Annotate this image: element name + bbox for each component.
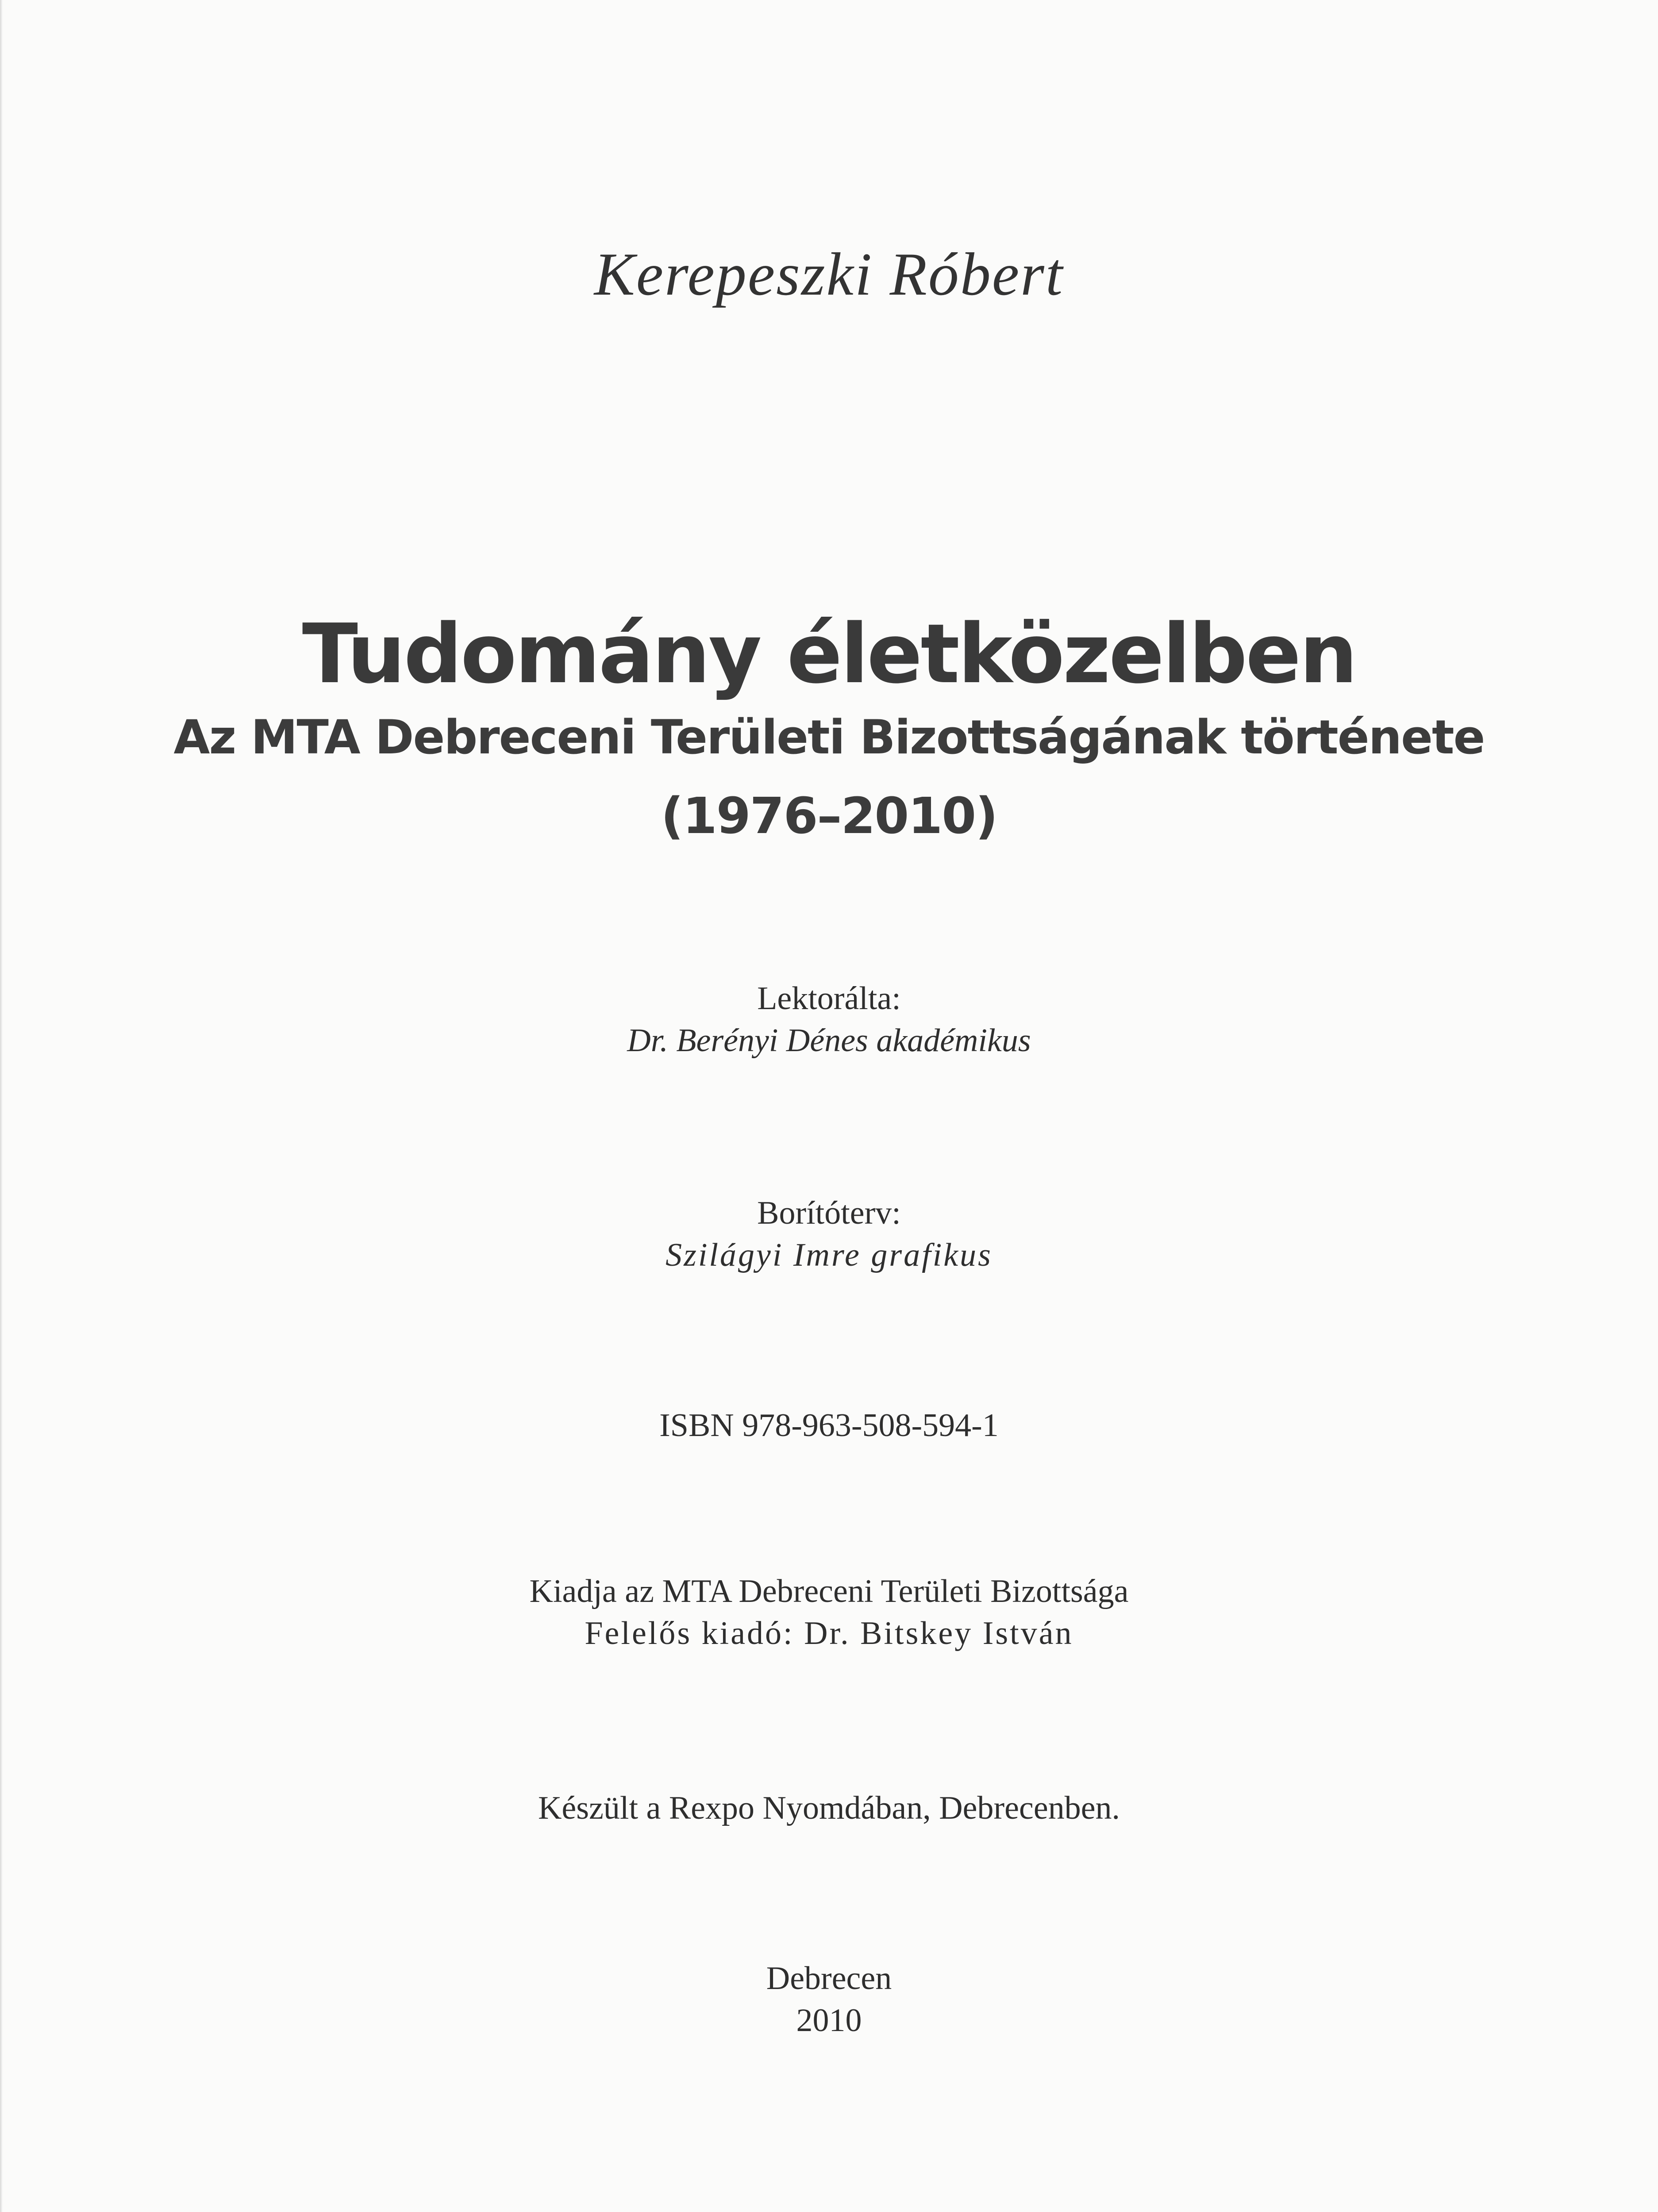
publication-year: 2010 <box>796 2002 862 2039</box>
book-years: (1976–2010) <box>661 787 997 845</box>
scan-edge <box>0 0 3 2212</box>
book-title: Tudomány életközelben <box>302 606 1356 702</box>
publication-place: Debrecen <box>766 1960 892 1997</box>
cover-design-label: Borítóterv: <box>757 1195 901 1231</box>
author-name: Kerepeszki Róbert <box>594 240 1064 308</box>
isbn: ISBN 978-963-508-594-1 <box>659 1407 999 1444</box>
book-subtitle: Az MTA Debreceni Területi Bizottságának története <box>173 710 1485 764</box>
reviewer-label: Lektorálta: <box>757 980 901 1017</box>
publisher-line: Kiadja az MTA Debreceni Területi Bizottsága <box>529 1573 1129 1609</box>
responsible-publisher: Felelős kiadó: Dr. Bitskey István <box>585 1615 1073 1651</box>
cover-design-name: Szilágyi Imre grafikus <box>666 1237 992 1273</box>
printer-line: Készült a Rexpo Nyomdában, Debrecenben. <box>538 1790 1120 1826</box>
reviewer-name: Dr. Berényi Dénes akadémikus <box>627 1022 1031 1059</box>
